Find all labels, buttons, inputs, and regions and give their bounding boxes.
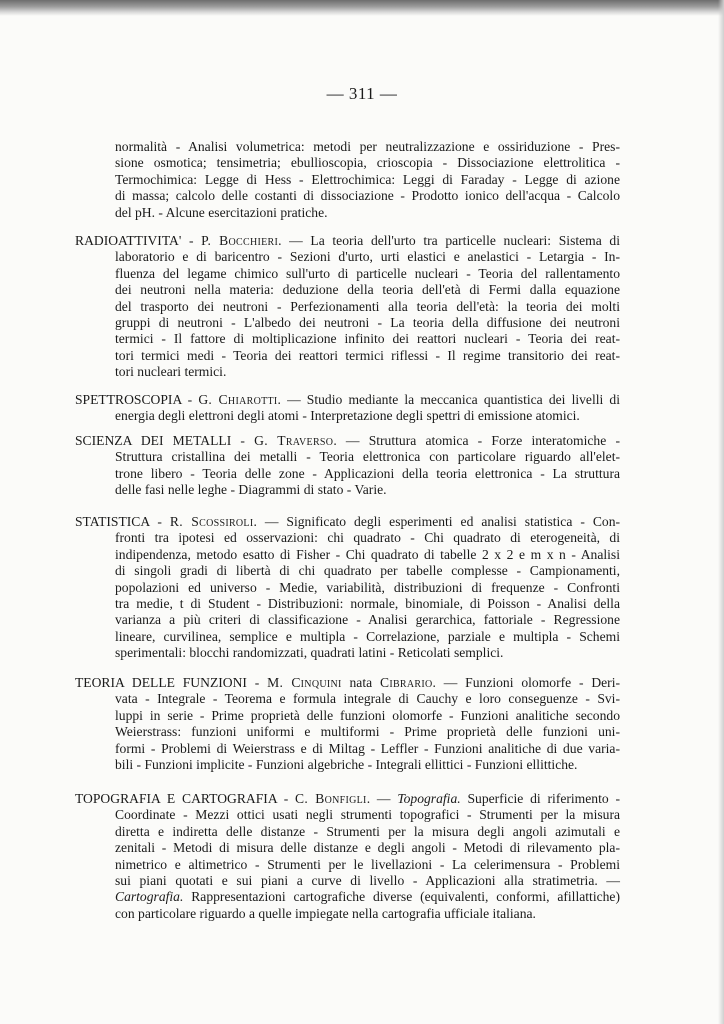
text-line: Weierstrass: funzioni uniformi e multiformi - Prime proprietà delle funzioni uni-: [115, 724, 620, 740]
text-line: termici - Il fattore di moltiplicazione infinito dei reattori nucleari - Teoria dei reat-: [115, 331, 620, 347]
text-line: popolazioni ed universo - Medie, variabilità, distribuzioni di frequenze - Confronti: [115, 579, 620, 595]
section-heading-line: [75, 233, 620, 249]
text-line: tori nucleari termici.: [115, 364, 227, 380]
text-line: energia degli elettroni degli atomi - Interpretazione degli spettri di emissione atomici.: [115, 408, 580, 424]
text-line: del pH. - Alcune esercitazioni pratiche.: [115, 204, 328, 220]
subheading: Cartografia.: [115, 889, 184, 905]
text-line: [115, 889, 620, 905]
section-heading-line: [75, 392, 620, 408]
section-teoria-delle-funzioni: [75, 675, 620, 773]
author-name: G. Chiarotti: [198, 392, 278, 407]
section-heading-line: [75, 514, 620, 530]
text-segment: Superficie di riferimento -: [460, 791, 620, 806]
text-line: indipendenza, metodo esatto di Fisher - Chi quadrato di tabelle 2 x 2 e m x n - Analisi: [115, 546, 620, 562]
text-segment: SPETTROSCOPIA -: [75, 392, 199, 407]
text-line: tra medie, t di Student - Distribuzioni: normale, binomiale, di Poisson - Analisi della: [115, 595, 620, 611]
text-segment: Rappresentazioni cartografiche diverse (equivalenti, conformi, afillattiche): [183, 889, 620, 905]
text-line: sperimentali: blocchi randomizzati, quadrati latini - Reticolati semplici.: [115, 645, 504, 661]
text-segment: TEORIA DELLE FUNZIONI -: [75, 675, 268, 690]
text-segment: TOPOGRAFIA E CARTOGRAFIA -: [75, 791, 296, 806]
text-line: Termochimica: Legge di Hess - Elettrochimica: Leggi di Faraday - Legge di azione: [115, 171, 620, 187]
text-line: lineare, curvilinea, semplice e multipla - Correlazione, parziale e multipla - Schemi: [115, 628, 620, 644]
section-chimica-continued: [75, 139, 620, 221]
text-line: sui piani quotati e sui piani a curve di livello - Applicazioni alla stratimetria. —: [115, 872, 620, 888]
section-scienza-dei-metalli: [75, 433, 620, 499]
text-segment: RADIOATTIVITA' -: [75, 233, 202, 248]
text-line: formi - Problemi di Weierstrass e di Miltag - Leffler - Funzioni analitiche di due varia-: [115, 740, 620, 756]
text-line: zenitali - Metodi di misura delle distanze e degli angoli - Metodi di rilevamento pla-: [115, 840, 620, 856]
text-segment: nata: [341, 675, 380, 690]
text-line: diretta e indiretta delle distanze - Strumenti per la misura degli angoli azimutali e: [115, 823, 620, 839]
section-heading-line: [75, 433, 620, 449]
scan-edge-top: [0, 0, 724, 16]
text-line: nimetrico e altimetrico - Strumenti per le livellazioni - La celerimensura - Problemi: [115, 856, 620, 872]
text-line: laboratorio e di baricentro - Sezioni d'urto, urti elastici e anelastici - Letargia - In-: [115, 249, 620, 265]
text-line: vata - Integrale - Teorema e formula integrale di Cauchy e loro conseguenze - Svi-: [115, 691, 620, 707]
text-line: di massa; calcolo delle costanti di dissociazione - Prodotto ionico dell'acqua - Calcolo: [115, 188, 620, 204]
section-topografia-e-cartografia: [75, 791, 620, 922]
text-segment: . — Struttura atomica - Forze interatomiche -: [333, 433, 620, 448]
text-line: tori termici medi - Teoria dei reattori termici riflessi - Il regime transitorio dei reat-: [115, 347, 620, 363]
text-line: trone libero - Teoria delle zone - Applicazioni della teoria elettronica - La struttura: [115, 465, 620, 481]
author-name: C. Bonfigli: [295, 791, 367, 806]
text-line: varianza a più criteri di classificazione - Analisi gerarchica, fattoriale - Regressione: [115, 612, 620, 628]
text-segment: SCIENZA DEI METALLI -: [75, 433, 255, 448]
text-line: fluenza del legame chimico sull'urto di particelle nucleari - Teoria del rallentamento: [115, 265, 620, 281]
text-line: normalità - Analisi volumetrica: metodi per neutralizzazione e ossiriduzione - Pres-: [115, 139, 620, 154]
text-segment: . — Studio mediante la meccanica quantistica dei livelli di: [277, 392, 620, 407]
text-line: bili - Funzioni implicite - Funzioni algebriche - Integrali ellittici - Funzioni ellittiche.: [115, 756, 578, 772]
subheading: Topografia.: [397, 791, 461, 806]
author-name: M. Cinquini: [267, 675, 342, 690]
text-line: dei neutroni nella materia: deduzione della teoria dell'età di Fermi dalla equazione: [115, 282, 620, 298]
text-line: Struttura cristallina dei metalli - Teoria elettronica con particolare riguardo all'elet-: [115, 449, 620, 465]
text-line: fronti tra ipotesi ed osservazioni: chi quadrato - Chi quadrato di eterogeneità, di: [115, 530, 620, 546]
text-line: delle fasi nelle leghe - Diagrammi di stato - Varie.: [115, 482, 387, 498]
text-segment: STATISTICA -: [75, 514, 170, 529]
text-line: del trasporto dei neutroni - Perfezionamenti alla teoria dell'età: la teoria dei molti: [115, 298, 620, 314]
section-spettroscopia: [75, 392, 620, 425]
author-name: R. Scossiroli: [169, 514, 254, 529]
text-line: di singoli gradi di libertà di chi quadrato per tabelle complesse - Campionamenti,: [115, 563, 620, 579]
section-heading-line: [75, 675, 620, 691]
text-segment: . — Funzioni olomorfe - Deri-: [432, 675, 620, 690]
text-line: luppi in serie - Prime proprietà delle funzioni olomorfe - Funzioni analitiche secondo: [115, 707, 620, 723]
author-name: G. Traverso: [254, 433, 334, 448]
section-statistica: [75, 514, 620, 662]
text-line: con particolare riguardo a quelle impiegate nella cartografia ufficiale italiana.: [115, 905, 536, 921]
section-heading-line: [75, 791, 620, 807]
section-radioattivita: [75, 233, 620, 381]
text-line: Coordinate - Mezzi ottici usati negli strumenti topografici - Strumenti per la misura: [115, 807, 620, 823]
author-name: Cibrario: [379, 675, 433, 690]
text-line: gruppi di neutroni - L'albedo dei neutroni - La teoria della diffusione dei neutroni: [115, 314, 620, 330]
page-number: — 311 —: [326, 84, 398, 103]
text-segment: . —: [366, 791, 398, 806]
text-segment: . — La teoria dell'urto tra particelle nucleari: Sistema di: [278, 233, 620, 248]
text-line: sione osmotica; tensimetria; ebullioscopia, crioscopia - Dissociazione elettrolitica -: [115, 155, 620, 171]
scan-edge-right: [718, 0, 724, 1024]
author-name: P. Bocchieri: [201, 233, 279, 248]
text-segment: . — Significato degli esperimenti ed analisi statistica - Con-: [253, 514, 621, 529]
